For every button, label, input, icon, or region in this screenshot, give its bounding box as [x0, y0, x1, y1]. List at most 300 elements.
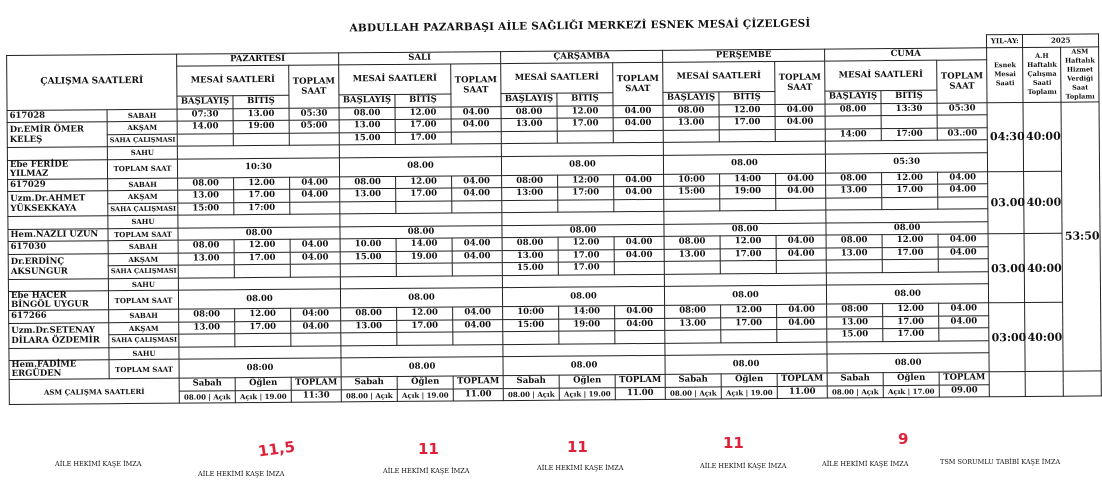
time-cell: 08:00 — [827, 304, 883, 317]
time-cell: 04.00 — [614, 174, 664, 187]
time-cell: 04.00 — [291, 320, 341, 333]
signature-label: AİLE HEKİMİ KAŞE İMZA — [822, 460, 909, 468]
asm-total-value: 53:50 — [1061, 101, 1101, 371]
time-cell: 08.00 — [339, 107, 395, 120]
time-cell: 04.00 — [452, 175, 502, 188]
end-header: BİTİŞ — [881, 90, 937, 103]
handwritten-total-tue: 11 — [418, 440, 439, 458]
time-cell: 04.00 — [775, 116, 825, 129]
asm-open-cell: 08.00 | Açık — [665, 386, 721, 399]
asm-day-total: 11.00 — [453, 388, 503, 401]
total-hours-header: TOPLAM SAAT — [451, 64, 501, 107]
open-label: Açık — [887, 386, 906, 396]
time-cell: 12.00 — [882, 172, 938, 185]
time-cell: 14:00 — [559, 306, 615, 319]
day-total: 08.00 — [664, 285, 826, 305]
row-label: AKŞAM — [107, 121, 177, 134]
time-cell: 15:00 — [503, 319, 559, 332]
end-header: BİTİŞ — [719, 91, 775, 104]
total-header: TOPLAM — [291, 377, 341, 390]
weekly-hours-value: 40:00 — [1023, 102, 1062, 171]
total-header: TOPLAM — [615, 374, 665, 387]
end-header: BİTİŞ — [395, 94, 451, 107]
weekly-hours-value: 40:00 — [1024, 233, 1063, 302]
time-cell: 17.00 — [395, 119, 451, 132]
time-cell: 12.00 — [397, 307, 453, 320]
time-cell: 08.00 — [664, 236, 720, 249]
time-cell: 15.00 — [827, 329, 883, 342]
row-label: TOPLAM SAAT — [108, 228, 178, 241]
time-cell — [452, 263, 502, 276]
time-cell: 12.00 — [396, 176, 452, 189]
time-cell — [502, 200, 558, 213]
time-cell: 15.00 — [340, 251, 396, 264]
time-cell — [882, 197, 938, 210]
doctor-name: Dr.EMİR ÖMER KELEŞ — [7, 122, 107, 148]
asm-day-total: 09.00 — [939, 384, 989, 397]
time-cell — [826, 197, 882, 210]
time-cell: 13.00 — [827, 316, 883, 329]
weekly-hours-header: A.H Haftalık Çalışma Saati Toplamı — [1023, 47, 1061, 102]
time-cell: 19:00 — [720, 185, 776, 198]
doctor-code: 617029 — [8, 178, 108, 191]
day-total: 08.00 — [664, 223, 826, 237]
doctor-name: Uzm.Dr.AHMET YÜKSEKKAYA — [8, 191, 108, 217]
time-cell: 04.00 — [613, 117, 663, 130]
time-cell — [235, 333, 291, 346]
time-cell: 08.00 — [826, 235, 882, 248]
time-cell: 08.00 — [825, 103, 881, 116]
row-label: SABAH — [107, 109, 177, 122]
time-cell: 17:00 — [558, 187, 614, 200]
time-cell — [664, 198, 720, 211]
day-total: 08.00 — [502, 286, 664, 306]
time-cell — [558, 199, 614, 212]
time-cell: 17.00 — [396, 188, 452, 201]
time-cell: 08.00 — [502, 237, 558, 250]
time-cell — [340, 263, 396, 276]
total-header: TOPLAM — [777, 373, 827, 386]
time-cell: 13.00 — [826, 185, 882, 198]
close-time: 19.00 — [750, 387, 773, 397]
signature-label: AİLE HEKİMİ KAŞE İMZA — [383, 467, 470, 475]
time-cell: 04.00 — [613, 105, 663, 118]
asm-day-total: 11:30 — [291, 389, 341, 402]
time-cell — [340, 201, 396, 214]
time-cell: 15:00 — [178, 202, 234, 215]
time-cell — [665, 330, 721, 343]
time-cell: 04.00 — [290, 176, 340, 189]
time-cell — [720, 198, 776, 211]
day-total: 08.00 — [340, 288, 502, 308]
day-total: 08.00 — [178, 226, 340, 240]
time-cell — [720, 260, 776, 273]
flex-hours-value: 04:30 — [987, 102, 1024, 171]
open-label: Açık — [401, 390, 420, 400]
time-cell: 15.00 — [339, 132, 395, 145]
time-cell: 14:00 — [825, 128, 881, 141]
open-label: Açık — [699, 388, 717, 398]
start-header: BAŞLAYIŞ — [339, 94, 395, 107]
staff-name: Ebe HACER BİNGÖL UYGUR — [8, 291, 108, 311]
row-label: TOPLAM SAAT — [107, 159, 177, 179]
time-cell: 04.00 — [452, 238, 502, 251]
time-cell: 12.00 — [235, 308, 291, 321]
time-cell — [615, 330, 665, 343]
open-label: Açık — [861, 386, 879, 397]
asm-open-cell: 08.00 | Açık — [827, 385, 883, 398]
row-label: AKŞAM — [108, 253, 178, 266]
time-cell: 04.00 — [290, 239, 340, 252]
time-cell: 08.00 — [340, 176, 396, 189]
total-hours-header: TOPLAM SAAT — [613, 62, 663, 105]
row-label: SABAH — [108, 240, 178, 253]
staff-name: Ebe FERİDE YILMAZ — [7, 159, 107, 179]
asm-close-cell: Açık | 19.00 — [397, 388, 453, 401]
time-cell: 17.00 — [558, 262, 614, 275]
working-hours-header: ÇALIŞMA SAATLERİ — [7, 54, 177, 110]
handwritten-total-mon: 11,5 — [256, 437, 297, 461]
time-cell: 04.00 — [290, 189, 340, 202]
day-total: 08.00 — [501, 155, 663, 175]
doctor-name: Dr.ERDİNÇ AKSUNGUR — [8, 253, 108, 279]
time-cell — [234, 264, 290, 277]
time-cell — [826, 260, 882, 273]
start-header: BAŞLAYIŞ — [825, 91, 881, 104]
time-cell: 04:00 — [291, 308, 341, 321]
time-cell: 12.00 — [557, 105, 613, 118]
time-cell: 12:00 — [558, 174, 614, 187]
morning-header: Sabah — [665, 374, 721, 387]
noon-header: Öğlen — [559, 375, 615, 388]
time-cell: 08:00 — [665, 305, 721, 318]
time-cell: 17.00 — [234, 189, 290, 202]
time-cell — [664, 261, 720, 274]
time-cell: 04.00 — [939, 315, 989, 328]
morning-header: Sabah — [503, 375, 559, 388]
noon-header: Öğlen — [721, 373, 777, 386]
time-cell: 15.00 — [502, 262, 558, 275]
time-cell: 03.:00 — [937, 127, 987, 140]
time-cell: 13.00 — [339, 119, 395, 132]
noon-header: Öğlen — [397, 376, 453, 389]
time-cell: 17.00 — [883, 316, 939, 329]
time-cell — [233, 133, 289, 146]
time-cell: 10:00 — [664, 173, 720, 186]
start-header: BAŞLAYIŞ — [501, 93, 557, 106]
cell — [8, 216, 108, 229]
time-cell: 10.00 — [340, 238, 396, 251]
day-total: 08.00 — [339, 156, 501, 176]
time-cell: 17.00 — [882, 184, 938, 197]
time-cell: 15:00 — [664, 186, 720, 199]
row-label: AKŞAM — [108, 190, 178, 203]
time-cell: 14.00 — [396, 238, 452, 251]
time-cell: 04.00 — [453, 319, 503, 332]
time-cell — [775, 129, 825, 142]
day-total: 05:30 — [825, 152, 987, 172]
flex-hours-header: Esnek Mesai Saati — [987, 47, 1023, 102]
day-total: 08.00 — [663, 154, 825, 174]
row-label: SAHU — [109, 347, 179, 360]
time-cell: 04.00 — [776, 248, 826, 261]
cell — [1025, 371, 1063, 396]
time-cell: 07:30 — [177, 108, 233, 121]
open-label: Açık — [537, 389, 555, 399]
cell — [7, 147, 107, 160]
time-cell: 17.00 — [397, 320, 453, 333]
time-cell: 04.00 — [615, 305, 665, 318]
total-header: TOPLAM — [939, 372, 989, 385]
time-cell — [881, 115, 937, 128]
time-cell — [938, 259, 988, 272]
row-label: SAHA ÇALIŞMASI — [107, 134, 177, 147]
time-cell: 08:00 — [502, 175, 558, 188]
time-cell: 12.00 — [719, 104, 775, 117]
open-label: Açık — [239, 391, 258, 401]
time-cell: 13.00 — [663, 117, 719, 130]
asm-day-total: 11.00 — [777, 386, 827, 399]
time-cell — [501, 131, 557, 144]
flex-hours-value: 03.00 — [988, 234, 1025, 303]
time-cell — [557, 130, 613, 143]
signature-label: AİLE HEKİMİ KAŞE İMZA — [537, 464, 624, 472]
time-cell: 17.00 — [235, 321, 291, 334]
end-header: BİTİŞ — [557, 93, 613, 106]
time-cell — [453, 332, 503, 345]
open-label: Açık — [375, 390, 393, 400]
time-cell: 13.00 — [233, 108, 289, 121]
time-cell: 12.00 — [720, 235, 776, 248]
row-label: SABAH — [108, 178, 178, 191]
time-cell: 08.00 — [663, 104, 719, 117]
time-cell: 04.00 — [777, 304, 827, 317]
day-total: 08.00 — [178, 289, 340, 309]
day-total: 08.00 — [340, 225, 502, 239]
time-cell: 14.00 — [177, 121, 233, 134]
schedule-table — [6, 33, 1102, 405]
time-cell: 17:00 — [881, 128, 937, 141]
time-cell — [289, 132, 339, 145]
year-value: 2025 — [1023, 34, 1099, 47]
doctor-name: Uzm.Dr.SETENAY DİLARA ÖZDEMİR — [9, 322, 109, 348]
time-cell: 08:00 — [179, 309, 235, 322]
work-hours-header: MESAİ SAATLERİ — [177, 65, 289, 96]
time-cell — [777, 329, 827, 342]
open-label: Açık — [213, 391, 231, 402]
page-title: ABDULLAH PAZARBAŞI AİLE SAĞLIĞI MERKEZİ ESNEK MESAİ ÇİZELGESİ — [349, 17, 811, 35]
time-cell: 08.00 — [178, 177, 234, 190]
time-cell: 13.00 — [664, 248, 720, 261]
time-cell: 19.00 — [396, 251, 452, 264]
day-total: 08.00 — [826, 221, 988, 235]
asm-day-total: 11.00 — [615, 387, 665, 400]
signature-label: AİLE HEKİMİ KAŞE İMZA — [700, 462, 787, 470]
time-cell: 04:00 — [615, 318, 665, 331]
row-label: SABAH — [109, 309, 179, 322]
time-cell — [776, 198, 826, 211]
asm-hours-header: ASM Haftalık Hizmet Verdiği Saat Toplamı — [1061, 46, 1099, 101]
time-cell — [614, 199, 664, 212]
work-hours-header: MESAİ SAATLERİ — [663, 61, 775, 92]
time-cell: 17.00 — [721, 317, 777, 330]
time-cell — [719, 129, 775, 142]
staff-name: Hem.FADİME ERGÜDEN — [9, 360, 109, 380]
time-cell: 13.00 — [501, 118, 557, 131]
day-total: 08.00 — [502, 224, 664, 238]
asm-open-cell: 08.00 | Açık — [179, 390, 235, 403]
time-cell — [178, 265, 234, 278]
time-cell — [396, 263, 452, 276]
time-cell — [938, 196, 988, 209]
handwritten-total-fri: 9 — [898, 430, 909, 448]
row-label: SAHA ÇALIŞMASI — [108, 265, 178, 278]
total-header: TOPLAM — [453, 376, 503, 389]
cell — [989, 372, 1025, 397]
time-cell: 13.00 — [340, 188, 396, 201]
time-cell: 17.00 — [557, 118, 613, 131]
time-cell: 12.00 — [558, 237, 614, 250]
time-cell: 08.00 — [826, 172, 882, 185]
morning-header: Sabah — [827, 373, 883, 386]
time-cell — [939, 328, 989, 341]
time-cell: 04.00 — [939, 303, 989, 316]
asm-open-cell: 08.00 | Açık — [341, 389, 397, 402]
time-cell: 17.00 — [234, 252, 290, 265]
day-total: 08.00 — [503, 355, 665, 375]
time-cell — [341, 332, 397, 345]
time-cell — [937, 115, 987, 128]
asm-hours-label: ASM ÇALIŞMA SAATLERİ — [9, 378, 179, 404]
cell — [1063, 371, 1101, 396]
signature-label: AİLE HEKİMİ KAŞE İMZA — [198, 470, 285, 478]
time-cell: 04.00 — [776, 173, 826, 186]
total-hours-header: TOPLAM SAAT — [289, 65, 339, 108]
staff-name: Hem.NAZLI UZUN — [8, 228, 108, 241]
noon-header: Öğlen — [883, 372, 939, 385]
time-cell: 17.00 — [720, 248, 776, 261]
morning-header: Sabah — [341, 376, 397, 389]
time-cell: 17.00 — [395, 132, 451, 145]
time-cell: 04.00 — [938, 234, 988, 247]
day-total: 08.00 — [827, 353, 989, 373]
open-time: 08.00 — [507, 389, 530, 399]
time-cell: 12.00 — [882, 234, 938, 247]
open-label: Açık — [725, 387, 744, 398]
time-cell: 04.00 — [777, 317, 827, 330]
open-time: 08.00 — [183, 392, 206, 402]
time-cell: 04.00 — [775, 104, 825, 117]
close-time: 19.00 — [264, 391, 287, 401]
asm-close-cell: Açık | 19.00 — [235, 390, 291, 403]
time-cell: 12.00 — [234, 177, 290, 190]
flex-hours-value: 03.00 — [988, 171, 1024, 234]
time-cell: 04.00 — [451, 106, 501, 119]
time-cell: 04.00 — [938, 184, 988, 197]
time-cell — [396, 201, 452, 214]
time-cell — [776, 260, 826, 273]
time-cell: 13.00 — [178, 252, 234, 265]
day-total: 08.00 — [826, 284, 988, 304]
asm-close-cell: Açık | 19.00 — [721, 386, 777, 399]
time-cell: 17.00 — [883, 328, 939, 341]
time-cell: 17.00 — [558, 249, 614, 262]
signature-label: AİLE HEKİMİ KAŞE İMZA — [55, 460, 142, 468]
time-cell: 12.00 — [883, 303, 939, 316]
start-header: BAŞLAYIŞ — [177, 96, 233, 109]
day-header: SALI — [339, 51, 501, 65]
row-label: AKŞAM — [109, 322, 179, 335]
open-time: 08.00 — [345, 390, 368, 401]
time-cell — [179, 334, 235, 347]
row-label: TOPLAM SAAT — [109, 359, 179, 379]
time-cell — [882, 259, 938, 272]
day-header: PAZARTESİ — [177, 52, 339, 66]
time-cell: 05:30 — [937, 102, 987, 115]
open-time: 08.00 — [831, 387, 854, 397]
work-hours-header: MESAİ SAATLERİ — [339, 64, 451, 95]
time-cell: 04.00 — [938, 171, 988, 184]
time-cell: 13:00 — [502, 187, 558, 200]
time-cell: 13.00 — [502, 250, 558, 263]
day-header: ÇARŞAMBA — [501, 50, 663, 64]
asm-close-cell: Açık | 19.00 — [559, 387, 615, 400]
time-cell — [825, 116, 881, 129]
time-cell: 08.00 — [178, 240, 234, 253]
noon-header: Öğlen — [235, 377, 291, 390]
time-cell: 04.00 — [452, 188, 502, 201]
day-header: CUMA — [825, 47, 987, 61]
day-total: 08:00 — [179, 358, 341, 378]
time-cell: 04.00 — [452, 250, 502, 263]
time-cell: 08.00 — [501, 106, 557, 119]
schedule-sheet — [6, 34, 1100, 442]
time-cell — [613, 130, 663, 143]
time-cell — [291, 333, 341, 346]
time-cell — [451, 131, 501, 144]
time-cell: 04.00 — [776, 235, 826, 248]
start-header: BAŞLAYIŞ — [663, 92, 719, 105]
weekly-hours-value: 40:00 — [1024, 171, 1062, 234]
time-cell: 04.00 — [614, 186, 664, 199]
time-cell — [614, 261, 664, 274]
cell — [8, 278, 108, 291]
day-header: PERŞEMBE — [663, 49, 825, 63]
row-label: SAHA ÇALIŞMASI — [108, 203, 178, 216]
asm-open-cell: 08.00 | Açık — [503, 388, 559, 401]
time-cell: 14:00 — [720, 173, 776, 186]
time-cell — [721, 329, 777, 342]
row-label: TOPLAM SAAT — [108, 290, 178, 310]
work-hours-header: MESAİ SAATLERİ — [501, 63, 613, 94]
time-cell: 17.00 — [719, 116, 775, 129]
time-cell — [397, 332, 453, 345]
time-cell: 04.00 — [614, 249, 664, 262]
time-cell: 04.00 — [453, 307, 503, 320]
time-cell — [663, 129, 719, 142]
time-cell: 12.00 — [395, 107, 451, 120]
morning-header: Sabah — [179, 378, 235, 391]
open-label: Açık — [563, 389, 582, 399]
row-label: SAHA ÇALIŞMASI — [109, 334, 179, 347]
work-hours-header: MESAİ SAATLERİ — [825, 60, 937, 91]
open-time: 08.00 — [669, 388, 692, 398]
day-total: 10:30 — [177, 157, 339, 177]
weekly-hours-value: 40:00 — [1025, 302, 1064, 371]
time-cell: 17.00 — [882, 247, 938, 260]
time-cell: 13.00 — [179, 321, 235, 334]
asm-close-cell: Açık | 17.00 — [883, 385, 939, 398]
